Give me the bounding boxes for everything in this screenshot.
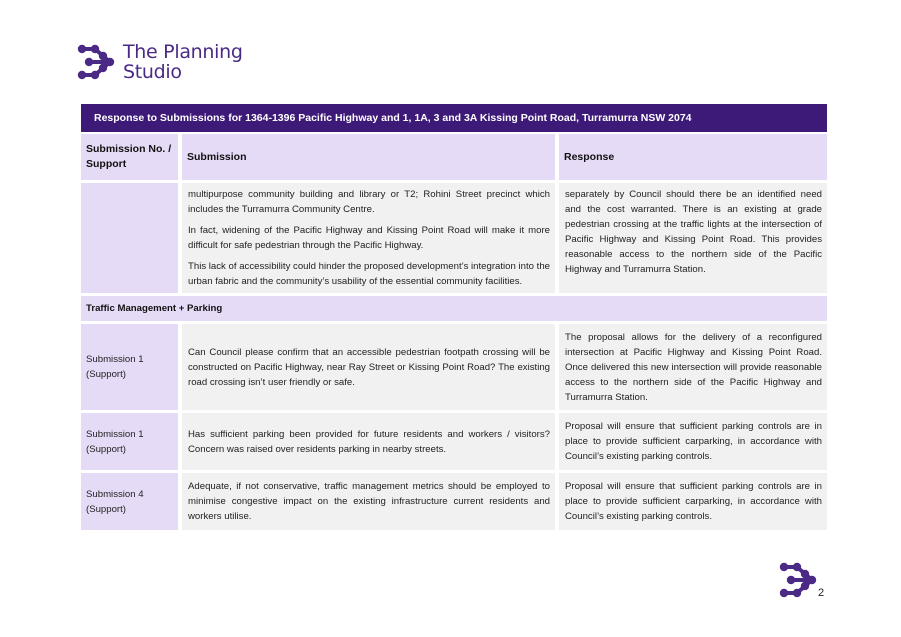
submission-cell: Can Council please confirm that an accessible pedestrian footpath crossing will be constructed on Pacific Highway, near Ray Street or Kissing Point Road? The existing road crossing isn’t user friendly or safe. [178, 321, 555, 410]
support-status: (Support) [86, 369, 126, 380]
header-submission-no: Submission No. / Support [81, 134, 178, 180]
submission-cell: Adequate, if not conservative, traffic management metrics should be employed to minimise congestive impact on the existing infrastructure current residents and workers utilise. [178, 470, 555, 530]
response-cell: The proposal allows for the delivery of a reconfigured intersection at Pacific Highway and Kissing Point Road. Once delivered this new intersection will provide reasonable access to the northern side of the Pacific Highway and Turramurra Station. [555, 321, 827, 410]
planning-studio-mark-icon [77, 43, 115, 81]
submission-id-cell [81, 410, 178, 470]
submission-number: Submission 1 [86, 354, 144, 365]
footer-logo [779, 561, 817, 604]
response-cell: separately by Council should there be an identified need and the cost warranted. There is an existing at grade pedestrian crossing at the traffic lights at the intersection of Pacific Highway and Kissing Point Road. This provides reasonable access to the northern side of the Pacific Highway and Turramurra Station. [555, 180, 827, 293]
response-cell: Proposal will ensure that sufficient parking controls are in place to provide sufficient carparking, in accordance with Council’s existing parking controls. [555, 470, 827, 530]
submission-paragraph: In fact, widening of the Pacific Highway and Kissing Point Road will make it more difficult for safe pedestrian through the Pacific Highway. [188, 225, 550, 251]
document-banner-title: Response to Submissions for 1364-1396 Pacific Highway and 1, 1A, 3 and 3A Kissing Point Road, Turramurra NSW 2074 [81, 104, 827, 132]
table-row-continued [81, 180, 827, 293]
table-row [81, 410, 827, 470]
planning-studio-mark-icon [779, 561, 817, 599]
response-cell: Proposal will ensure that sufficient parking controls are in place to provide sufficient carparking, in accordance with Council’s existing parking controls. [555, 410, 827, 470]
support-status: (Support) [86, 443, 126, 455]
submission-cell [178, 180, 555, 293]
submission-id-cell [81, 180, 178, 293]
header-response: Response [555, 134, 827, 180]
section-title: Traffic Management + Parking [81, 293, 827, 321]
company-logo [77, 42, 243, 82]
submissions-table [81, 134, 827, 530]
submission-paragraph: multipurpose community building and library or T2; Rohini Street precinct which includes the Turramurra Community Centre. [188, 189, 550, 215]
table-row [81, 470, 827, 530]
table-row [81, 321, 827, 410]
table-header-row [81, 134, 827, 180]
submission-paragraph: This lack of accessibility could hinder the proposed development’s integration into the urban fabric and the community’s usability of the essential community facilities. [188, 261, 550, 287]
logo-line-2: Studio [123, 61, 182, 83]
logo-line-1: The Planning [123, 41, 243, 63]
submission-number: Submission 1 [86, 428, 144, 440]
submission-cell: Has sufficient parking been provided for future residents and workers / visitors? Concern was raised over residents parking in nearby streets. [178, 410, 555, 470]
submission-number: Submission 4 [86, 488, 144, 500]
submission-id-cell [81, 321, 178, 410]
page-number: 2 [818, 587, 825, 599]
header-submission: Submission [178, 134, 555, 180]
support-status: (Support) [86, 503, 126, 515]
section-row [81, 293, 827, 321]
submission-id-cell [81, 470, 178, 530]
